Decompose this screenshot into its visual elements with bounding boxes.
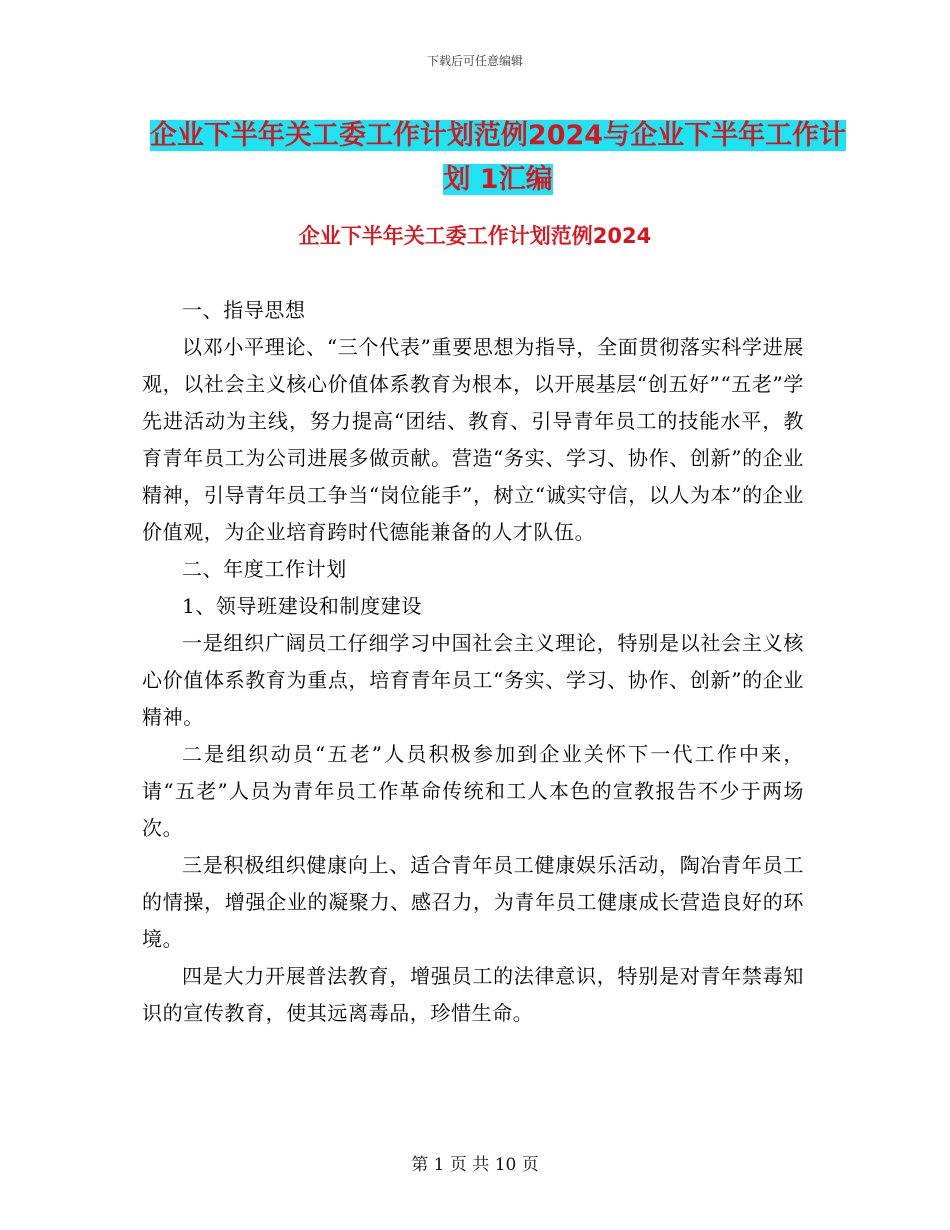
paragraph-subheading: 1、领导班建设和制度建设 xyxy=(182,594,422,618)
page-footer: 第 1 页 共 10 页 xyxy=(411,1155,539,1175)
paragraph: 以邓小平理论、“三个代表”重要思想为指导，全面贯彻落实科学进展观，以社会主义核心价值体系教育为根本，以开展基层“创五好”“五老”学先进活动为主线，努力提高“团结、教育、引导青年员工的技能水平，教育青年员工为公司进展多做贡献。营造“务实、学习、协作、创新”的企业精神，引导青年员工争当“岗位能手”，树立“诚实守信，以人为本”的企业价值观，为企业培育跨时代德能兼备的人才队伍。 xyxy=(142,335,804,544)
document-body xyxy=(142,292,804,1032)
paragraph-heading-2: 二、年度工作计划 xyxy=(182,557,347,581)
paragraph: 二是组织动员“五老”人员积极参加到企业关怀下一代工作中来，请“五老”人员为青年员工作革命传统和工人本色的宣教报告不少于两场次。 xyxy=(142,742,804,840)
paragraph: 三是积极组织健康向上、适合青年员工健康娱乐活动，陶冶青年员工的情操，增强企业的凝聚力、感召力，为青年员工健康成长营造良好的环境。 xyxy=(142,853,804,951)
header-note: 下载后可任意编辑 xyxy=(426,54,523,68)
paragraph: 四是大力开展普法教育，增强员工的法律意识，特别是对青年禁毒知识的宣传教育，使其远离毒品，珍惜生命。 xyxy=(142,964,804,1025)
paragraph-heading-1: 一、指导思想 xyxy=(182,298,306,322)
paragraph: 一是组织广阔员工仔细学习中国社会主义理论，特别是以社会主义核心价值体系教育为重点，培育青年员工“务实、学习、协作、创新”的企业精神。 xyxy=(142,631,804,729)
document-title xyxy=(145,114,851,202)
section-title: 企业下半年关工委工作计划范例2024 xyxy=(298,224,652,248)
document-title-text: 企业下半年关工委工作计划范例2024与企业下半年工作计划 1汇编 xyxy=(149,120,847,195)
